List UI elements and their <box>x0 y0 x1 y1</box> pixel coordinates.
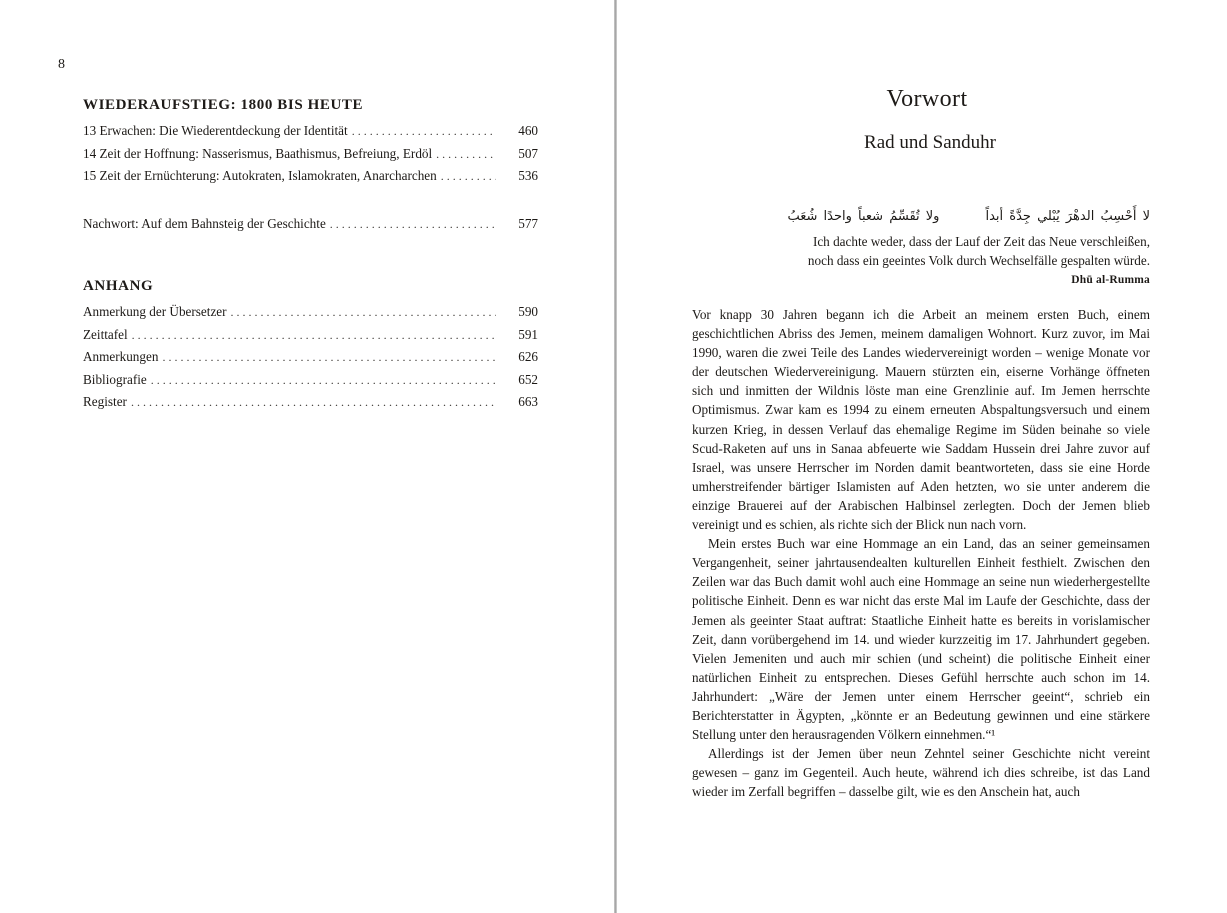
epigraph-arabic-verse <box>757 202 1150 232</box>
leader-dots <box>151 369 496 392</box>
right-page <box>617 0 1227 913</box>
leader-dots <box>162 346 496 369</box>
toc-entry-title: Anmerkungen <box>83 349 159 364</box>
paragraph: Allerdings ist der Jemen über neun Zehntel seiner Geschichte nicht vereint gewesen – ganz im Gegenteil. Auch heute, während ich dies schreibe, ist das Land wieder im Zerfall begriffen – dasselbe gilt, wie es den Anschein hat, auch <box>692 746 1150 800</box>
toc-entry[interactable] <box>83 324 538 347</box>
toc-entry[interactable] <box>83 213 538 236</box>
toc-section-nachwort <box>83 213 538 236</box>
leader-dots <box>352 120 496 143</box>
toc-entry-page: 507 <box>518 145 538 161</box>
leader-dots <box>132 324 496 347</box>
toc-entry-page: 626 <box>518 349 538 364</box>
chapter-subtitle: Rad und Sanduhr <box>864 132 996 153</box>
toc-entry-title: Bibliografie <box>83 371 147 387</box>
leader-dots <box>436 143 496 166</box>
toc-entry-page: 652 <box>518 371 538 387</box>
paragraph: Mein erstes Buch war eine Hommage an ein Land, das an seiner gemeinsamen Vergangenheit, seiner jahrtausendealten kulturellen Einheit festhielt. Zwischen den Zeilen war das Buch damit wohl auch eine Hommage an seine nun wiederhergestellte politische Einheit. Denn es war nicht das erste Mal im Laufe der Geschichte, dass der Jemen als geeinter Staat auftrat: Staatliche Einheit hatte es bereits in vorislamischer Zeit, dann vorübergehend im 14. und wieder kurzzeitig im 17. Jahrhundert gegeben. Vielen Jemeniten und auch mir schien (und scheint) die politische Einheit einer natürlichen Einheit zu entsprechen. Dieses Gefühl herrschte auch schon im 14. Jahrhundert: „Wäre der Jemen unter einem Herrscher geeint“, schrieb ein Berichterstatter in Ägypten, „könnte er an Bedeutung gewinnen und eine stärkere Stellung unter den herausragenden Völkern einnehmen.“¹ <box>692 536 1150 743</box>
epigraph-author: Dhū al-Rumma <box>1071 274 1150 286</box>
toc-entry[interactable] <box>83 301 538 324</box>
page-number: 8 <box>58 57 65 72</box>
toc-entry-title: Anmerkung der Übersetzer <box>83 304 227 319</box>
epigraph-translation-line: noch dass ein geeintes Volk durch Wechselfälle gespalten würde. <box>807 253 1150 268</box>
toc-entry[interactable] <box>83 346 538 369</box>
toc-entry[interactable] <box>83 165 538 188</box>
toc-entry[interactable] <box>83 369 538 392</box>
leader-dots <box>441 165 496 188</box>
toc-section-anhang <box>83 276 538 414</box>
epigraph <box>757 202 1150 290</box>
toc-entry-title: Zeittafel <box>83 326 128 342</box>
toc-entry-page: 460 <box>518 123 538 138</box>
toc-entry-title: 15 Zeit der Ernüchterung: Autokraten, Islamokraten, Anarcharchen <box>83 168 437 183</box>
toc-entry-title: Register <box>83 394 127 409</box>
toc-entry-page: 590 <box>518 304 538 319</box>
leader-dots <box>231 301 496 324</box>
toc-entry[interactable] <box>83 391 538 414</box>
toc-entry-page: 536 <box>518 168 538 183</box>
chapter-title: Vorwort <box>886 86 968 112</box>
epigraph-translation-line: Ich dachte weder, dass der Lauf der Zeit das Neue verschleißen, <box>812 234 1150 249</box>
toc-heading: ANHANG <box>83 278 154 294</box>
toc-section-wiederaufstieg <box>83 95 538 188</box>
toc-entry-title: 14 Zeit der Hoffnung: Nasserismus, Baathismus, Befreiung, Erdöl <box>83 145 433 161</box>
toc-entry[interactable] <box>83 143 538 166</box>
paragraph: Vor knapp 30 Jahren begann ich die Arbeit an meinem ersten Buch, einem geschichtlichen Abriss des Jemen, meinem damaligen Wohnort. Kurz zuvor, im Mai 1990, waren die zwei Teile des Landes wiedervereinigt worden – wenige Monate vor der deutschen Wiedervereinigung. Mauern stürzten ein, eiserne Vorhänge öffneten sich und inmitten der Wildnis löste man eine Grenzlinie auf. Im Jemen herrschte Optimismus. Zwar kam es 1994 zu einem erneuten Abspaltungsversuch und einem kurzen Krieg, in dessen Verlauf das ehemalige Regime im Süden beinahe so viele Scud-Raketen auf uns in Sanaa abfeuerte wie Saddam Hussein drei Jahre zuvor auf Israel, was unsere Herrscher im Norden damit beantworteten, dass sie eine Horde umherstreifender bärtiger Islamisten auf Aden hetzten, wo sie unter anderem die einzige Brauerei auf der Arabischen Halbinsel zerlegten. Doch der Jemen blieb vereinigt und es schien, als richte sich der Blick nun nach vorn. <box>692 307 1150 533</box>
toc-entry-title: Nachwort: Auf dem Bahnsteig der Geschichte <box>83 216 326 231</box>
toc-entry-page: 591 <box>518 326 538 342</box>
epigraph-arabic-first-half: لا أَحْسِبُ الدهْرَ يُبْلي جِدَّةً أبداً <box>985 209 1150 224</box>
toc-entry-page: 577 <box>518 216 538 231</box>
body-text <box>692 305 1150 801</box>
leader-dots <box>330 213 496 236</box>
toc-entry-title: 13 Erwachen: Die Wiederentdeckung der Identität <box>83 123 348 138</box>
toc-entry[interactable] <box>83 120 538 143</box>
toc-heading: WIEDERAUFSTIEG: 1800 BIS HEUTE <box>83 97 364 113</box>
toc-entry-page: 663 <box>518 394 538 409</box>
leader-dots <box>131 391 496 414</box>
epigraph-arabic-second-half: ولا تُقَسِّمُ شعباً واحدًا شُعَبُ <box>787 209 940 224</box>
